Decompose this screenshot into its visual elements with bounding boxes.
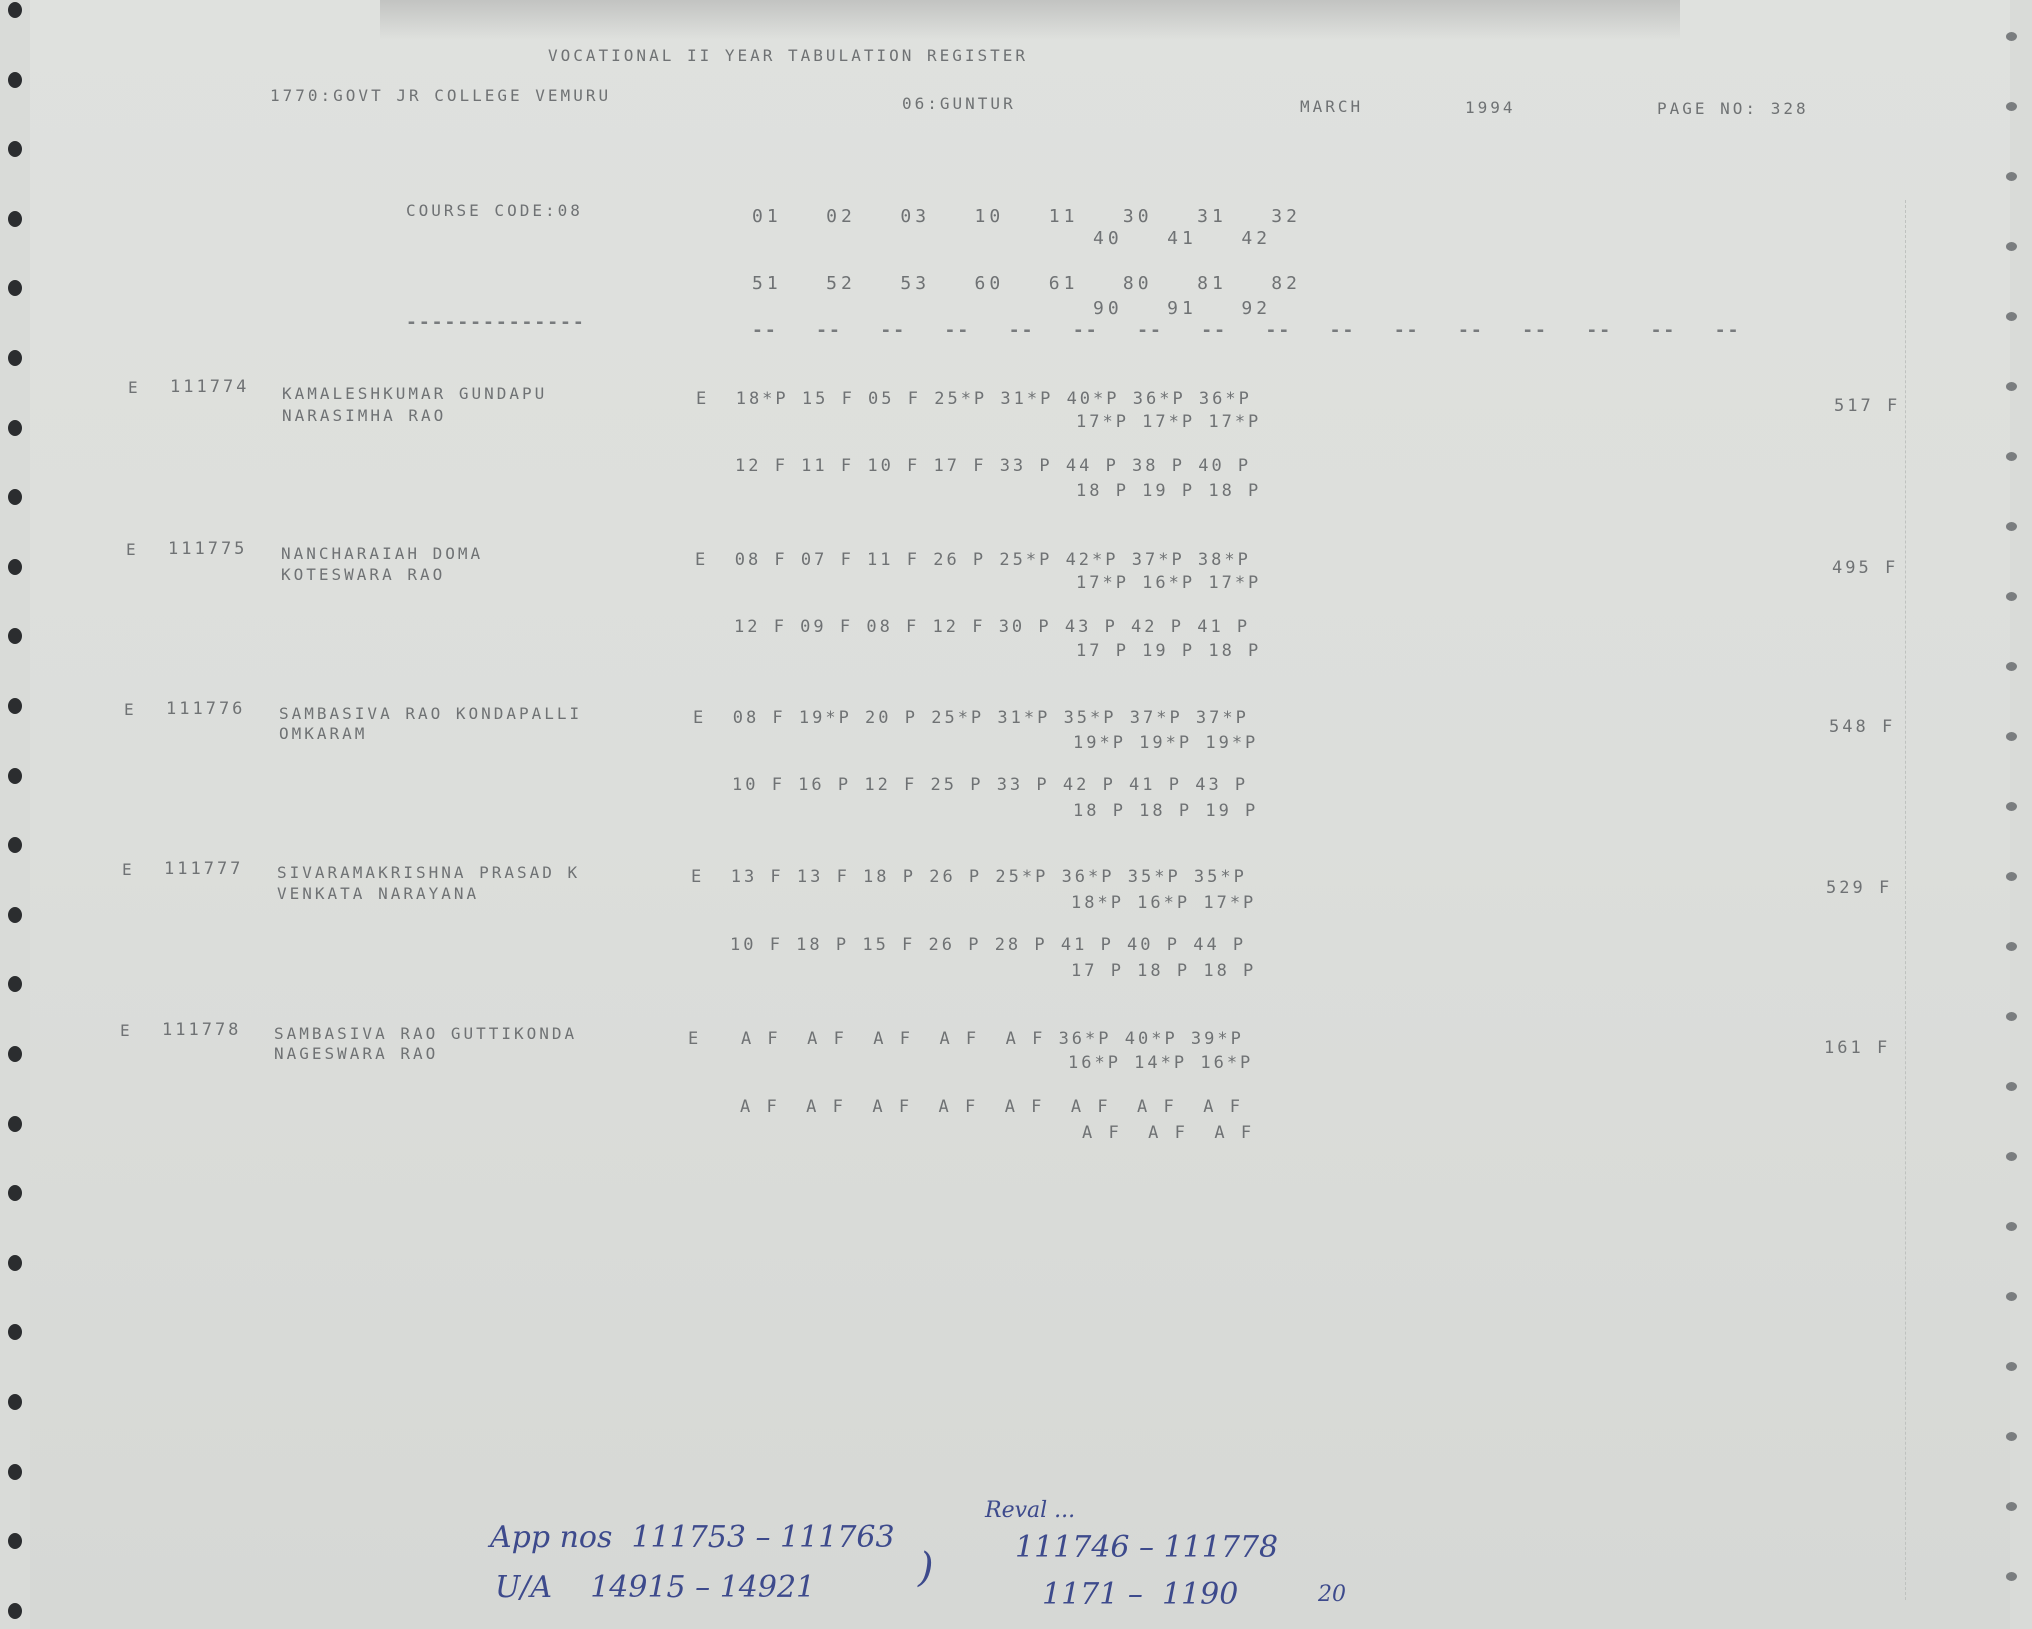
handwritten-line-3: 111746 – 111778 (1015, 1530, 1279, 1565)
feed-hole (8, 489, 22, 505)
feed-hole (2006, 312, 2017, 321)
record-flag: E (124, 700, 137, 719)
student-name: SIVARAMAKRISHNA PRASAD K (277, 863, 581, 882)
marks-row1: E 13 F 13 F 18 P 26 P 25*P 36*P 35*P 35*P (691, 867, 1247, 887)
student-name: KAMALESHKUMAR GUNDAPU (282, 384, 548, 403)
feed-hole (8, 628, 22, 644)
feed-hole (8, 1046, 22, 1062)
feed-hole (8, 768, 22, 784)
record-flag: E (120, 1021, 133, 1040)
feed-hole (2006, 1222, 2017, 1231)
student-name: SAMBASIVA RAO GUTTIKONDA (274, 1024, 578, 1043)
marks-row2-sub: A F A F A F (1082, 1123, 1255, 1143)
feed-hole (2006, 662, 2017, 671)
feed-hole (2006, 32, 2017, 41)
feed-hole (2006, 172, 2017, 181)
record-flag: E (126, 540, 139, 559)
marks-row2: 12 F 11 F 10 F 17 F 33 P 44 P 38 P 40 P (735, 456, 1252, 476)
feed-hole (2006, 1012, 2017, 1021)
exam-month: MARCH (1300, 97, 1364, 116)
subject-codes-row1: 01 02 03 10 11 30 31 32 (752, 206, 1301, 227)
feed-hole (2006, 592, 2017, 601)
marks-row2-sub: 18 P 19 P 18 P (1076, 481, 1262, 501)
roll-number: 111775 (168, 539, 248, 559)
feed-hole (2006, 1502, 2017, 1511)
handwritten-bracket: ) (918, 1545, 934, 1591)
feed-hole (8, 1324, 22, 1340)
feed-hole (8, 211, 22, 227)
marks-row1: E 08 F 07 F 11 F 26 P 25*P 42*P 37*P 38*P (695, 550, 1251, 570)
marks-row1-sub: 19*P 19*P 19*P (1073, 733, 1259, 753)
feed-hole (2006, 102, 2017, 111)
marks-row1: E A F A F A F A F A F 36*P 40*P 39*P (688, 1029, 1244, 1049)
feed-hole (8, 1464, 22, 1480)
feed-hole (8, 280, 22, 296)
marks-row1-sub: 17*P 16*P 17*P (1076, 573, 1262, 593)
feed-hole (8, 141, 22, 157)
marks-row2: 10 F 18 P 15 F 26 P 28 P 41 P 40 P 44 P (730, 935, 1247, 955)
feed-hole (2006, 1082, 2017, 1091)
feed-hole (8, 976, 22, 992)
feed-hole (8, 72, 22, 88)
subject-codes-row2-sub: 90 91 92 (1093, 298, 1272, 319)
marks-row1-sub: 18*P 16*P 17*P (1071, 893, 1257, 913)
record-flag: E (128, 378, 141, 397)
feed-hole (8, 1116, 22, 1132)
roll-number: 111777 (164, 859, 244, 879)
marks-row2: 10 F 16 P 12 F 25 P 33 P 42 P 41 P 43 P (732, 775, 1249, 795)
feed-hole (2006, 942, 2017, 951)
feed-hole (2006, 452, 2017, 461)
handwritten-line-2: U/A 14915 – 14921 (495, 1570, 816, 1605)
total-result: 495 F (1832, 558, 1899, 578)
handwritten-line-4: 1171 – 1190 (1042, 1577, 1239, 1612)
right-tractor-feed-holes (1996, 0, 2032, 1629)
feed-hole (8, 1185, 22, 1201)
marks-row2-sub: 17 P 18 P 18 P (1071, 961, 1257, 981)
feed-hole (8, 1533, 22, 1549)
course-underline: -------------- (406, 312, 586, 333)
feed-hole (2006, 872, 2017, 881)
marks-row2-sub: 18 P 18 P 19 P (1073, 801, 1259, 821)
student-name-line2: KOTESWARA RAO (281, 565, 446, 584)
register-title: VOCATIONAL II YEAR TABULATION REGISTER (548, 46, 1029, 65)
feed-hole (2006, 732, 2017, 741)
feed-hole (2006, 242, 2017, 251)
feed-hole (8, 559, 22, 575)
handwritten-mark: 20 (1318, 1582, 1346, 1607)
marks-row2: 12 F 09 F 08 F 12 F 30 P 43 P 42 P 41 P (734, 617, 1251, 637)
column-dash-line: -- -- -- -- -- -- -- -- -- -- -- -- -- -- -- -- (752, 320, 1741, 341)
roll-number: 111778 (162, 1020, 242, 1040)
feed-hole (2006, 1572, 2017, 1581)
left-tractor-feed-holes (0, 0, 40, 1629)
handwritten-note: Reval ... (985, 1498, 1076, 1523)
feed-hole (8, 698, 22, 714)
marks-row2-sub: 17 P 19 P 18 P (1076, 641, 1262, 661)
feed-hole (8, 350, 22, 366)
course-code-label: COURSE CODE:08 (406, 201, 583, 220)
page-number: PAGE NO: 328 (1657, 99, 1809, 118)
register-sheet (30, 0, 2010, 1629)
handwritten-line-1: App nos 111753 – 111763 (490, 1520, 895, 1555)
district-name: 06:GUNTUR (902, 94, 1016, 113)
student-name: NANCHARAIAH DOMA (281, 544, 484, 563)
feed-hole (8, 1394, 22, 1410)
feed-hole (2006, 382, 2017, 391)
feed-hole (2006, 522, 2017, 531)
top-edge-shadow (380, 0, 1680, 40)
column-guide (1905, 200, 1907, 1600)
record-flag: E (122, 860, 135, 879)
total-result: 548 F (1829, 717, 1896, 737)
marks-row2: A F A F A F A F A F A F A F A F (740, 1097, 1243, 1117)
marks-row1-sub: 17*P 17*P 17*P (1076, 412, 1262, 432)
roll-number: 111776 (166, 699, 246, 719)
feed-hole (8, 837, 22, 853)
subject-codes-row1-sub: 40 41 42 (1093, 228, 1272, 249)
feed-hole (8, 420, 22, 436)
marks-row1: E 08 F 19*P 20 P 25*P 31*P 35*P 37*P 37*P (693, 708, 1249, 728)
marks-row1-sub: 16*P 14*P 16*P (1068, 1053, 1254, 1073)
total-result: 517 F (1834, 396, 1901, 416)
total-result: 529 F (1826, 878, 1893, 898)
feed-hole (2006, 1362, 2017, 1371)
student-name-line2: VENKATA NARAYANA (277, 884, 480, 903)
exam-year: 1994 (1465, 98, 1516, 117)
marks-row1: E 18*P 15 F 05 F 25*P 31*P 40*P 36*P 36*P (696, 389, 1252, 409)
total-result: 161 F (1824, 1038, 1891, 1058)
roll-number: 111774 (170, 377, 250, 397)
college-name: 1770:GOVT JR COLLEGE VEMURU (270, 86, 612, 105)
feed-hole (8, 1603, 22, 1619)
feed-hole (8, 907, 22, 923)
feed-hole (2006, 1432, 2017, 1441)
feed-hole (2006, 1152, 2017, 1161)
feed-hole (2006, 1292, 2017, 1301)
student-name-line2: OMKARAM (279, 724, 368, 743)
subject-codes-row2: 51 52 53 60 61 80 81 82 (752, 273, 1301, 294)
student-name: SAMBASIVA RAO KONDAPALLI (279, 704, 583, 723)
feed-hole (2006, 802, 2017, 811)
feed-hole (8, 1255, 22, 1271)
feed-hole (8, 2, 22, 18)
student-name-line2: NAGESWARA RAO (274, 1044, 439, 1063)
student-name-line2: NARASIMHA RAO (282, 406, 447, 425)
